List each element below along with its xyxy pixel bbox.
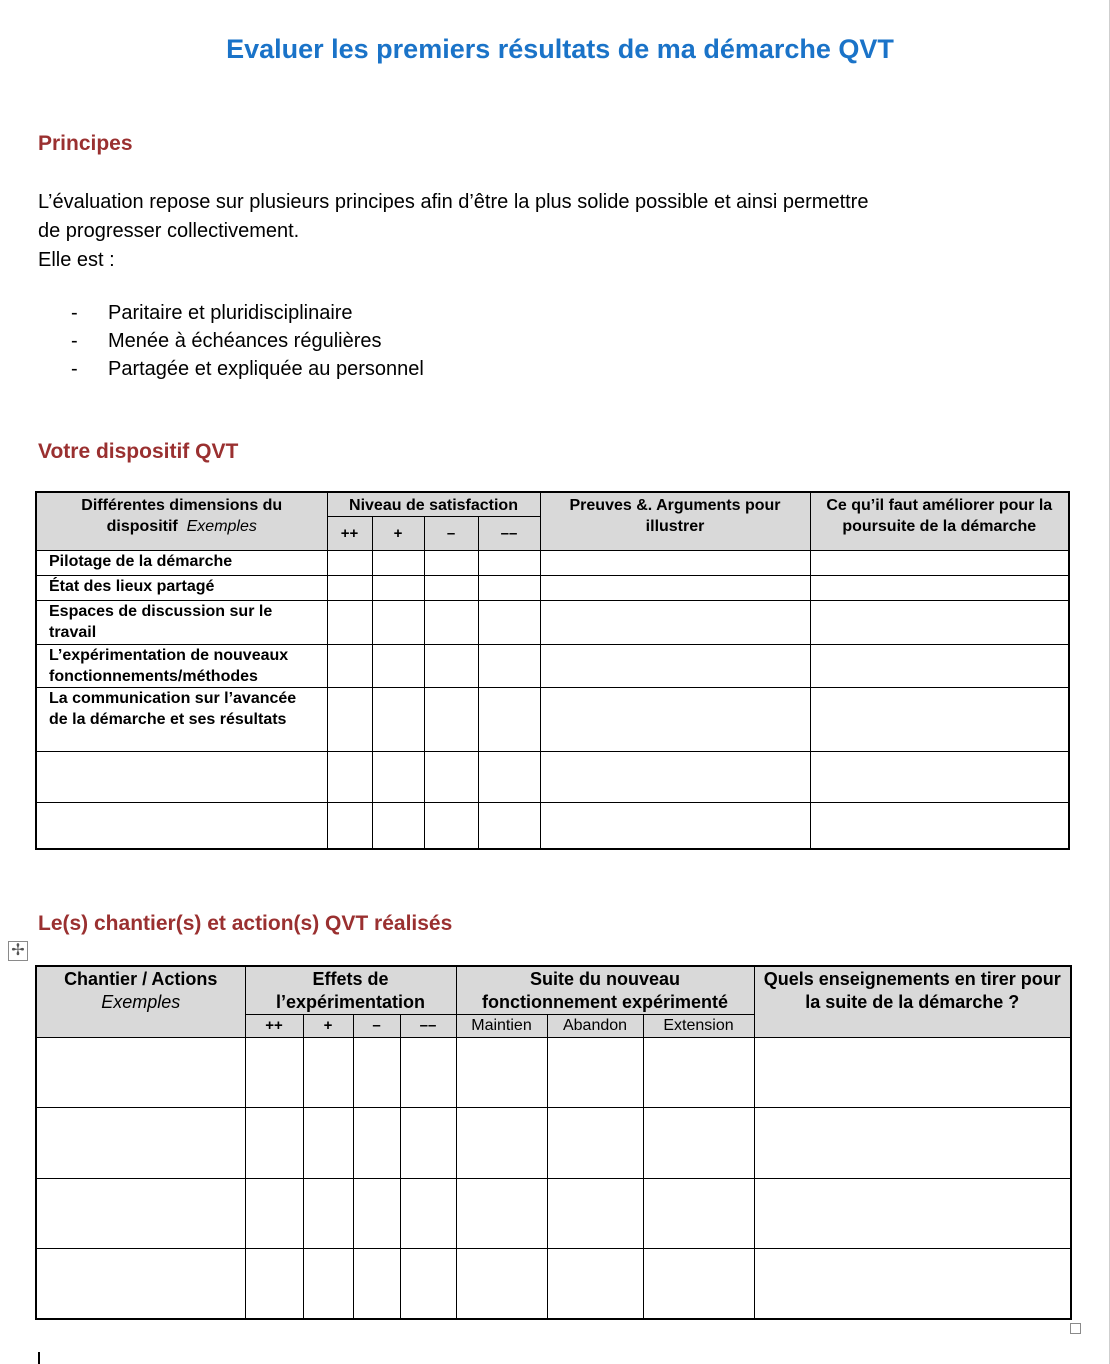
table-cell[interactable] [424,576,478,601]
table-cell[interactable] [353,1108,400,1179]
table-row [36,1108,1071,1179]
table-cell[interactable] [643,1179,754,1249]
table-cell[interactable] [478,803,540,849]
table-cell[interactable] [424,803,478,849]
table-cell[interactable] [245,1108,303,1179]
table-cell[interactable] [643,1038,754,1108]
table-cell[interactable] [547,1249,643,1319]
table-cell[interactable] [456,1249,547,1319]
table-cell[interactable] [327,551,372,576]
table-cell[interactable] [327,688,372,752]
table-cell[interactable] [478,752,540,803]
table-cell[interactable] [424,645,478,688]
table-cell[interactable] [478,601,540,645]
col-effets-header: Effets de l’expérimentation [245,966,456,1015]
table-cell[interactable] [478,688,540,752]
table-cell[interactable] [547,1038,643,1108]
table-cell[interactable] [754,1249,1071,1319]
table-cell[interactable] [400,1038,456,1108]
col-dimensions-examples: Exemples [186,518,257,535]
table-row [36,551,1069,576]
table-cell[interactable] [372,645,424,688]
paragraph-line-1: L’évaluation repose sur plusieurs principes afin d’être la plus solide possible et ainsi permettre [38,191,869,213]
table-cell[interactable] [547,1108,643,1179]
list-item-text: Paritaire et pluridisciplinaire [108,302,353,324]
dimension-cell: L’expérimentation de nouveaux fonctionnements/méthodes [36,645,327,688]
effets-level-header: + [303,1015,353,1038]
table-cell[interactable] [810,601,1069,645]
table-cell[interactable] [424,688,478,752]
principes-paragraph [38,188,1038,275]
table-cell[interactable] [456,1108,547,1179]
table-cell[interactable] [540,803,810,849]
list-item-text: Menée à échéances régulières [108,330,382,352]
chantiers-table [35,965,1072,1320]
table-row [36,576,1069,601]
table-cell[interactable] [372,752,424,803]
table-cell[interactable] [478,551,540,576]
table-cell[interactable] [643,1249,754,1319]
table-cell[interactable] [754,1179,1071,1249]
effets-level-header: – [353,1015,400,1038]
col-chantier-label: Chantier / Actions [64,969,218,989]
table-resize-handle[interactable] [1070,1323,1081,1334]
table-cell[interactable] [540,576,810,601]
list-item [38,299,424,327]
table-cell[interactable] [540,601,810,645]
table-cell[interactable] [810,688,1069,752]
table-cell[interactable] [353,1249,400,1319]
col-enseignements-header: Quels enseignements en tirer pour la suite de la démarche ? [754,966,1071,1038]
dimension-cell: État des lieux partagé [36,576,327,601]
table-cell[interactable] [456,1038,547,1108]
dimension-cell[interactable] [36,752,327,803]
table-cell[interactable] [754,1108,1071,1179]
table-cell[interactable] [372,601,424,645]
list-item-text: Partagée et expliquée au personnel [108,358,424,380]
table-cell[interactable] [424,752,478,803]
table-cell[interactable] [36,1038,245,1108]
table-cell[interactable] [810,803,1069,849]
table-cell[interactable] [478,645,540,688]
table-row [36,688,1069,752]
table-cell[interactable] [303,1108,353,1179]
table-cell[interactable] [372,576,424,601]
table-cell[interactable] [327,601,372,645]
dispositif-table [35,491,1070,850]
table-cell[interactable] [303,1038,353,1108]
table-cell[interactable] [540,551,810,576]
table-cell[interactable] [36,1249,245,1319]
table-cell[interactable] [540,645,810,688]
col-preuves-header: Preuves &. Arguments pour illustrer [540,492,810,551]
table-row [36,752,1069,803]
table-cell[interactable] [36,1179,245,1249]
table-cell[interactable] [810,752,1069,803]
table-cell[interactable] [353,1038,400,1108]
satisfaction-level-header: –– [478,517,540,551]
bullet-dash: - [71,302,78,324]
table-row [36,601,1069,645]
text-cursor [38,1352,40,1364]
table-cell[interactable] [424,601,478,645]
table-cell[interactable] [245,1249,303,1319]
dimension-cell[interactable] [36,803,327,849]
col-suite-header: Suite du nouveau fonctionnement expérimenté [456,966,754,1015]
table-cell[interactable] [643,1108,754,1179]
paragraph-line-3: Elle est : [38,249,115,271]
table-row [36,1038,1071,1108]
table-cell[interactable] [327,752,372,803]
table-cell[interactable] [810,645,1069,688]
document-title: Evaluer les premiers résultats de ma démarche QVT [226,34,894,64]
table-cell[interactable] [303,1179,353,1249]
table-row [36,1249,1071,1319]
paragraph-line-2: de progresser collectivement. [38,220,300,242]
table-cell[interactable] [810,551,1069,576]
table-cell[interactable] [372,803,424,849]
chantiers-heading: Le(s) chantier(s) et action(s) QVT réalisés [38,912,453,935]
dimension-cell: Pilotage de la démarche [36,551,327,576]
table-cell[interactable] [327,576,372,601]
principes-list [38,299,424,383]
satisfaction-level-header: – [424,517,478,551]
table-row [36,803,1069,849]
table-cell[interactable] [547,1179,643,1249]
table-cell[interactable] [540,752,810,803]
col-chantier-examples: Exemples [101,992,181,1012]
col-dimensions-header [36,492,327,551]
table-cell[interactable] [372,551,424,576]
col-dimensions-label: Différentes dimensions du dispositif [81,497,283,535]
table-cell[interactable] [400,1249,456,1319]
list-item [38,355,424,383]
table-cell[interactable] [327,803,372,849]
table-cell[interactable] [245,1179,303,1249]
table-cell[interactable] [400,1108,456,1179]
satisfaction-level-header: + [372,517,424,551]
table-move-handle-icon[interactable]: ✢ [8,941,28,961]
col-satisfaction-header: Niveau de satisfaction [327,492,540,517]
table-cell[interactable] [245,1038,303,1108]
table-row [36,645,1069,688]
suite-option-header: Extension [643,1015,754,1038]
bullet-dash: - [71,330,78,352]
col-ameliorer-header: Ce qu’il faut améliorer pour la poursuite de la démarche [810,492,1069,551]
bullet-dash: - [71,358,78,380]
table-cell[interactable] [353,1179,400,1249]
col-chantier-header [36,966,245,1038]
principes-heading: Principes [38,132,133,155]
list-item [38,327,424,355]
dimension-cell: Espaces de discussion sur le travail [36,601,327,645]
table-cell[interactable] [303,1249,353,1319]
table-cell[interactable] [478,576,540,601]
dimension-cell: La communication sur l’avancée de la démarche et ses résultats [36,688,327,752]
table-cell[interactable] [456,1179,547,1249]
table-cell[interactable] [372,688,424,752]
table-cell[interactable] [424,551,478,576]
table-cell[interactable] [400,1179,456,1249]
table-cell[interactable] [327,645,372,688]
table-cell[interactable] [540,688,810,752]
effets-level-header: ++ [245,1015,303,1038]
table-row [36,1179,1071,1249]
effets-level-header: –– [400,1015,456,1038]
suite-option-header: Maintien [456,1015,547,1038]
table-cell[interactable] [36,1108,245,1179]
suite-option-header: Abandon [547,1015,643,1038]
dispositif-heading: Votre dispositif QVT [38,440,239,463]
table-cell[interactable] [810,576,1069,601]
table-cell[interactable] [754,1038,1071,1108]
satisfaction-level-header: ++ [327,517,372,551]
